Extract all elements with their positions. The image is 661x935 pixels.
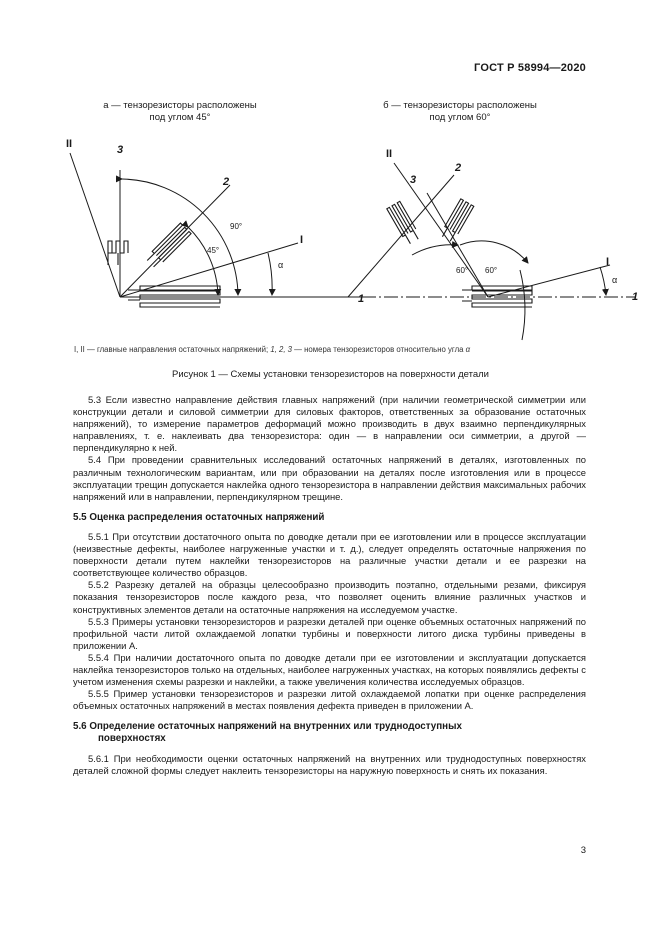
diagram-b bbox=[318, 163, 639, 340]
paragraph-5-4: 5.4 При проведении сравнительных исследований остаточных напряжений в деталях, изготовленных по различным технологическим вариантам, или при образовании на деталях после изготовления или в процессе эксплуатации трещин допускается наклейка одного тензорезистора в направлении действия максимальных рабочих напряжений или в направлении, перпендикулярном трещине. bbox=[73, 454, 586, 502]
paragraph-5-3: 5.3 Если известно направление действия главных напряжений (при наличии геометрической симметрии или конструкции детали и силовой симметрии для силовых факторов, ответственных за образование остаточных напряжений), то измерение параметров деформаций можно производить в двух взаимно перпендикулярных направлениях, т. е. наклеивать два тензорезистора: один — в направлении оси симметрии, а другой — перпендикулярно к ней. bbox=[73, 394, 586, 454]
legend-part1: I, II — главные направления остаточных напряжений; bbox=[74, 345, 271, 354]
standard-number: ГОСТ Р 58994—2020 bbox=[474, 62, 586, 74]
a-label-1: 1 bbox=[358, 293, 365, 305]
heading-5-6-line2: поверхностях bbox=[98, 733, 166, 745]
heading-5-6-line1: 5.6 Определение остаточных напряжений на внутренних или труднодоступных bbox=[73, 721, 462, 733]
b-label-3: 3 bbox=[410, 174, 417, 186]
strain-gauge-figure bbox=[0, 125, 661, 345]
heading-5-5: 5.5 Оценка распределения остаточных напряжений bbox=[73, 511, 325, 523]
b-arc-60b bbox=[460, 241, 528, 263]
paragraph-5-5-5: 5.5.5 Пример установки тензорезисторов и разрезки литой охлаждаемой лопатки при оценке распределения объемных остаточных напряжений в местах появления дефекта приведен в приложении А. bbox=[73, 688, 586, 712]
a-label-90: 90° bbox=[230, 222, 243, 231]
b-arc-60a bbox=[412, 245, 458, 255]
b-label-60b: 60° bbox=[485, 266, 498, 275]
a-axis-II bbox=[70, 153, 120, 297]
a-label-I: I bbox=[300, 234, 304, 246]
a-label-2: 2 bbox=[223, 176, 230, 188]
page-number: 3 bbox=[580, 845, 586, 856]
a-arc-45 bbox=[188, 227, 218, 295]
figure-title: Рисунок 1 — Схемы установки тензорезисторов на поверхности детали bbox=[172, 369, 489, 380]
caption-b-line2: под углом 60° bbox=[429, 112, 491, 123]
a-label-3: 3 bbox=[117, 144, 124, 156]
caption-a-line2: под углом 45° bbox=[149, 112, 211, 123]
paragraph-5-5-2: 5.5.2 Разрезку деталей на образцы целесообразно производить поэтапно, отдельными резами, фиксируя показания тензорезисторов после каждого реза, что позволяет оценить влияние различных участков и конструктивных элементов детали на остаточные напряжения на исследуемом участке. bbox=[73, 579, 586, 615]
b-label-I: I bbox=[606, 256, 610, 268]
b-axis-II bbox=[394, 163, 488, 297]
a-label-II: II bbox=[66, 138, 73, 150]
diagram-a-labels bbox=[66, 138, 364, 305]
legend-numbers: 1, 2, 3 bbox=[270, 345, 292, 354]
diagram-b-labels bbox=[386, 148, 638, 303]
body-text bbox=[73, 394, 586, 777]
b-label-1: 1 bbox=[632, 291, 639, 303]
b-axis-I bbox=[488, 265, 610, 297]
legend-part2: — номера тензорезисторов относительно угла bbox=[292, 345, 466, 354]
figure-caption-a bbox=[85, 100, 275, 124]
b-label-2: 2 bbox=[455, 162, 462, 174]
b-label-II: II bbox=[386, 148, 393, 160]
b-axis-2-solid bbox=[348, 175, 454, 297]
paragraph-5-5-3: 5.5.3 Примеры установки тензорезисторов и разрезки деталей при оценке объемных остаточных напряжений по профильной части литой охлаждаемой лопатки турбины и поверхности литого диска турбины приведены в приложении А. bbox=[73, 615, 586, 651]
heading-5-6 bbox=[73, 721, 586, 745]
b-arc-alpha-top bbox=[600, 267, 606, 295]
figure-caption-b bbox=[365, 100, 555, 124]
b-label-60a: 60° bbox=[456, 266, 469, 275]
a-gauge-2 bbox=[145, 223, 191, 269]
diagram-a bbox=[70, 153, 365, 307]
paragraph-5-5-1: 5.5.1 При отсутствии достаточного опыта по доводке детали при ее изготовлении или в процессе эксплуатации (неизвестные дефекты, наиболее нагруженные участки и т. д.), следует определять остаточные напряжения по поверхности детали путем наклейки тензорезисторов на различные участки детали и ее разрезки на соответствующее количество образцов. bbox=[73, 530, 586, 579]
figure-legend bbox=[74, 345, 614, 354]
b-label-alpha: α bbox=[612, 275, 618, 285]
a-label-alpha: α bbox=[278, 260, 284, 270]
caption-a-line1: а — тензорезисторы расположены bbox=[103, 100, 257, 111]
b-arc-alpha bbox=[520, 270, 525, 340]
paragraph-5-6-1: 5.6.1 При необходимости оценки остаточных напряжений на внутренних или труднодоступных поверхностях деталей сложной формы следует наклеить тензорезисторы на наружную поверхность и снять их показания. bbox=[73, 752, 586, 776]
caption-b-line1: б — тензорезисторы расположены bbox=[383, 100, 537, 111]
paragraph-5-5-4: 5.5.4 При наличии достаточного опыта по доводке детали при ее изготовлении и эксплуатации допускается наклейка тензорезисторов только на отдельных, наиболее нагруженных участках, на которых появлялись дефекты с учетом изменения схемы разрезки и наклейки, а также увеличения количества исследуемых образцов. bbox=[73, 651, 586, 688]
legend-alpha: α bbox=[465, 345, 471, 354]
a-gauge-3 bbox=[108, 241, 128, 265]
a-arc-alpha bbox=[268, 253, 272, 295]
b-axis-2 bbox=[459, 173, 488, 297]
b-gauge-3 bbox=[387, 201, 421, 245]
a-label-45: 45° bbox=[207, 246, 220, 255]
